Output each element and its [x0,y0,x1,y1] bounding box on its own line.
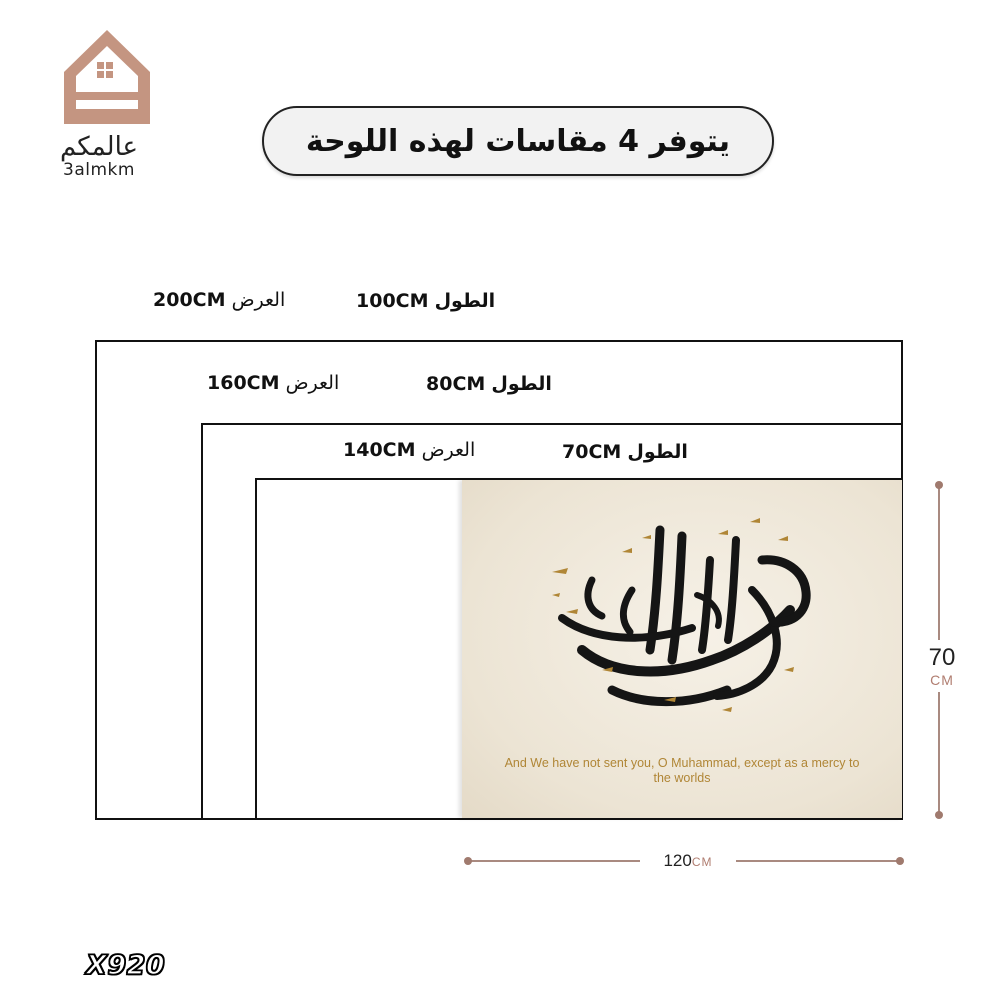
size-label-length-80: 80CM الطول [426,373,552,395]
width-dimension-unit: CM [691,855,713,869]
banner-title: يتوفر 4 مقاسات لهذه اللوحة [305,123,731,159]
height-dimension-value: 70 [928,644,956,671]
size-label-length-100: 100CM الطول [356,290,496,312]
sizes-available-banner [262,106,774,176]
arabic-calligraphy-artwork [522,500,842,730]
size-label-width-160: 160CM العرض [207,372,340,394]
brand-name-latin: 3almkm [63,160,135,180]
width-dimension-value: 120 [663,851,692,870]
width-dimension-label [640,849,736,873]
calligraphy-painting [462,480,902,818]
product-code: X920 [86,950,166,981]
height-dimension-end-dot [935,811,943,819]
width-dimension-start-dot [464,857,472,865]
height-dimension-start-dot [935,481,943,489]
height-dimension-unit: CM [930,672,954,688]
size-label-width-140: 140CM العرض [343,439,476,461]
brand-name-arabic: عالمكم [59,132,139,162]
painting-caption: And We have not sent you, O Muhammad, except as a mercy to the worlds [504,756,860,785]
size-label-length-70: 70CM الطول [562,441,688,463]
size-label-width-200: 200CM العرض [153,289,286,311]
width-dimension-end-dot [896,857,904,865]
